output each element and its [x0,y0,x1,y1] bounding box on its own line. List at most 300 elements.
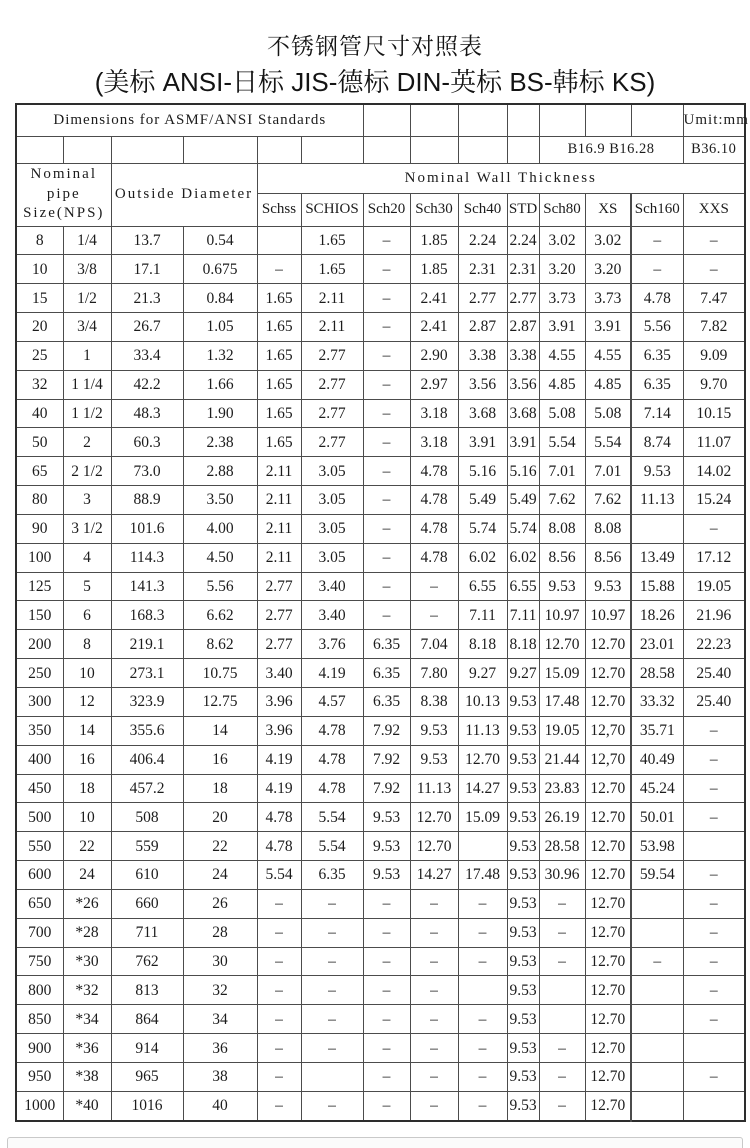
table-cell: 14 [63,716,111,745]
table-cell: 914 [111,1034,183,1063]
table-cell: 14.02 [683,457,745,486]
table-cell: – [301,976,363,1005]
table-cell: 22.23 [683,630,745,659]
table-cell: 8.74 [631,428,683,457]
table-cell: 32 [16,370,63,399]
table-cell: 1 1/2 [63,399,111,428]
table-cell: 40.49 [631,745,683,774]
table-cell: 48.3 [111,399,183,428]
table-cell: 6.55 [507,572,539,601]
table-cell: 21.44 [539,745,585,774]
table-cell: 12.75 [183,688,257,717]
table-cell: 400 [16,745,63,774]
table-cell: – [410,1091,458,1121]
table-cell: *34 [63,1005,111,1034]
table-cell: 28.58 [631,659,683,688]
table-row [16,428,745,457]
table-cell: 711 [111,918,183,947]
table-cell: 3.38 [507,341,539,370]
table-cell: 12.70 [585,688,631,717]
table-cell: 965 [111,1062,183,1091]
table-cell: 10.97 [585,601,631,630]
table-cell: 5.74 [458,514,507,543]
table-cell: 16 [183,745,257,774]
table-cell: 36 [183,1034,257,1063]
table-cell: 5.56 [631,313,683,342]
table-cell: 15.09 [539,659,585,688]
table-cell: – [410,1005,458,1034]
table-cell: 12.70 [585,803,631,832]
table-cell: 21.3 [111,284,183,313]
table-cell: 3/8 [63,255,111,284]
table-cell: – [363,1005,410,1034]
table-cell: – [257,255,301,284]
pipe-dimensions-table [15,103,749,1122]
table-cell: – [683,918,745,947]
table-cell: – [257,1091,301,1121]
table-cell: 3.50 [183,486,257,515]
table-cell: 7.82 [683,313,745,342]
table-cell: 2.77 [458,284,507,313]
table-cell: 40 [183,1091,257,1121]
table-cell: 3.05 [301,457,363,486]
empty-cell [507,104,539,136]
table-cell: 3.56 [458,370,507,399]
table-row [16,399,745,428]
table-cell: 4.78 [410,457,458,486]
table-cell: – [539,1062,585,1091]
table-cell: *28 [63,918,111,947]
table-cell: 10.97 [539,601,585,630]
table-cell [631,918,683,947]
table-cell: 4.78 [257,832,301,861]
table-cell: 9.53 [507,1034,539,1063]
table-cell: – [410,1062,458,1091]
table-cell: 18 [63,774,111,803]
table-cell: 7.11 [458,601,507,630]
header-group-row [16,163,745,193]
table-cell: – [363,226,410,255]
table-cell: 2.41 [410,313,458,342]
table-row [16,572,745,601]
table-cell: 3.56 [507,370,539,399]
table-cell: 53.98 [631,832,683,861]
table-cell: 10.15 [683,399,745,428]
table-cell: 22 [183,832,257,861]
table-cell: 5.49 [458,486,507,515]
table-cell: 2.77 [301,370,363,399]
table-cell: 3.91 [458,428,507,457]
table-cell: 23.01 [631,630,683,659]
nps-header-line: Nominal [30,166,97,183]
table-cell: 3.76 [301,630,363,659]
table-cell: 11.13 [410,774,458,803]
table-cell: 0.54 [183,226,257,255]
table-cell: 4.50 [183,543,257,572]
table-cell: *32 [63,976,111,1005]
table-cell: – [363,918,410,947]
table-cell: 7.80 [410,659,458,688]
table-cell: 114.3 [111,543,183,572]
table-cell: 813 [111,976,183,1005]
table-cell: 500 [16,803,63,832]
table-cell: 9.53 [539,572,585,601]
table-cell: – [683,861,745,890]
table-cell: 19.05 [683,572,745,601]
table-cell: 3.68 [507,399,539,428]
table-cell: 9.53 [507,688,539,717]
table-cell: 4.78 [301,745,363,774]
table-cell: 25 [16,341,63,370]
pipe-table-body [16,226,745,1121]
table-cell: 7.11 [507,601,539,630]
table-cell: 3.20 [585,255,631,284]
table-cell: 12,70 [585,745,631,774]
table-cell: 7.01 [585,457,631,486]
table-cell: 7.04 [410,630,458,659]
table-cell: 12.70 [410,803,458,832]
table-cell: 101.6 [111,514,183,543]
table-cell: 8 [63,630,111,659]
table-cell: 100 [16,543,63,572]
table-cell: – [683,226,745,255]
table-cell: 4.78 [257,803,301,832]
table-cell: 141.3 [111,572,183,601]
table-cell: 508 [111,803,183,832]
table-cell: – [257,1005,301,1034]
table-cell: 700 [16,918,63,947]
table-cell: 9.53 [507,1005,539,1034]
table-cell: 12.70 [585,889,631,918]
table-cell: 59.54 [631,861,683,890]
table-cell: – [539,947,585,976]
table-cell: – [631,226,683,255]
table-cell: 18 [183,774,257,803]
header-xxs: XXS [683,193,745,226]
table-cell: 2 [63,428,111,457]
table-cell: 4.55 [539,341,585,370]
table-cell: 3.05 [301,543,363,572]
table-cell: 273.1 [111,659,183,688]
table-cell: 15.24 [683,486,745,515]
bottom-panel-edge [7,1137,743,1148]
table-row [16,1091,745,1121]
empty-cell [410,136,458,163]
table-cell: – [257,1034,301,1063]
table-cell: – [458,1062,507,1091]
table-cell: 559 [111,832,183,861]
table-cell: – [539,918,585,947]
table-cell: 3.73 [539,284,585,313]
table-row [16,630,745,659]
table-cell: – [257,918,301,947]
table-cell: 3.02 [585,226,631,255]
table-cell: 1 [63,341,111,370]
empty-cell [539,104,585,136]
table-cell: 5.54 [301,803,363,832]
table-cell: 2.77 [507,284,539,313]
table-cell: 4.78 [410,543,458,572]
header-xs: XS [585,193,631,226]
table-row [16,803,745,832]
table-cell: 2.97 [410,370,458,399]
header-sch80: Sch80 [539,193,585,226]
table-cell: 6.55 [458,572,507,601]
table-cell: 5.54 [539,428,585,457]
table-cell: – [363,370,410,399]
table-cell: 12.70 [585,832,631,861]
table-row [16,370,745,399]
table-cell: 30.96 [539,861,585,890]
table-cell: – [363,457,410,486]
table-row [16,688,745,717]
table-cell: 4.78 [410,486,458,515]
table-cell: 4.78 [631,284,683,313]
table-cell: 4.55 [585,341,631,370]
table-cell: 1.65 [257,341,301,370]
table-cell: 2.77 [301,399,363,428]
table-cell: 9.27 [507,659,539,688]
table-cell: 12.70 [458,745,507,774]
empty-cell [363,136,410,163]
table-cell: – [363,255,410,284]
table-row [16,601,745,630]
table-cell: 2.31 [507,255,539,284]
table-cell: 1/2 [63,284,111,313]
table-cell: – [363,1062,410,1091]
table-cell: – [363,976,410,1005]
table-cell: – [683,1005,745,1034]
table-cell: 1.90 [183,399,257,428]
table-cell: 864 [111,1005,183,1034]
table-cell: 5.74 [507,514,539,543]
table-cell: 660 [111,889,183,918]
table-cell: 9.53 [507,716,539,745]
table-cell: 4.00 [183,514,257,543]
table-cell: 4.85 [539,370,585,399]
empty-cell [301,136,363,163]
table-cell: 6.35 [363,688,410,717]
table-cell: 9.53 [507,1091,539,1121]
standard-code-b36: B36.10 [683,136,745,163]
table-cell: 25.40 [683,688,745,717]
header-wall-thickness: Nominal Wall Thickness [257,163,745,193]
table-cell: 4.78 [410,514,458,543]
table-cell: 13.49 [631,543,683,572]
header-sch20: Sch20 [363,193,410,226]
table-cell: – [631,255,683,284]
table-row [16,226,745,255]
table-row [16,313,745,342]
table-cell: 88.9 [111,486,183,515]
table-cell: 2.77 [301,428,363,457]
table-cell: 32 [183,976,257,1005]
table-cell: 7.01 [539,457,585,486]
table-cell: 6.02 [507,543,539,572]
table-cell: 33.4 [111,341,183,370]
table-cell: 1000 [16,1091,63,1121]
table-cell: 60.3 [111,428,183,457]
table-cell: – [363,514,410,543]
table-cell: – [363,1091,410,1121]
table-cell: 9.53 [507,774,539,803]
table-cell: 30 [183,947,257,976]
table-cell: 2.31 [458,255,507,284]
table-cell: 12.70 [585,1034,631,1063]
table-cell: 22 [63,832,111,861]
table-cell: 8.38 [410,688,458,717]
table-cell: 3.73 [585,284,631,313]
table-cell: 2.77 [257,601,301,630]
table-cell: 12.70 [585,630,631,659]
table-cell: – [410,976,458,1005]
table-cell: 1.65 [301,226,363,255]
table-cell: – [363,399,410,428]
table-cell [458,832,507,861]
table-cell: 12.70 [585,918,631,947]
table-cell: 5.16 [507,457,539,486]
table-cell: 5.54 [301,832,363,861]
table-cell: 1/4 [63,226,111,255]
table-cell: 600 [16,861,63,890]
table-row [16,514,745,543]
table-row [16,745,745,774]
table-cell: – [363,543,410,572]
table-cell: 219.1 [111,630,183,659]
table-cell: 450 [16,774,63,803]
table-cell: – [539,889,585,918]
table-cell: 17.1 [111,255,183,284]
table-cell: 4.19 [257,745,301,774]
table-cell: – [458,918,507,947]
table-cell: 38 [183,1062,257,1091]
table-cell: – [363,572,410,601]
empty-cell [458,136,507,163]
table-cell: – [683,803,745,832]
table-cell: – [683,716,745,745]
table-cell: 9.53 [507,918,539,947]
table-cell: 9.53 [507,745,539,774]
header-outside-diameter: Outside Diameter [111,163,257,226]
table-cell: – [410,572,458,601]
table-cell: – [301,1034,363,1063]
empty-cell [183,136,257,163]
table-cell: 12.70 [585,976,631,1005]
table-cell: 9.53 [363,803,410,832]
table-cell [631,1005,683,1034]
table-cell: 350 [16,716,63,745]
table-cell: 3.02 [539,226,585,255]
table-cell: 8.56 [585,543,631,572]
table-cell: 1016 [111,1091,183,1121]
table-cell [683,1091,745,1121]
table-cell: 3/4 [63,313,111,342]
table-cell: 10 [63,659,111,688]
table-cell: 12.70 [585,774,631,803]
table-cell: 9.53 [585,572,631,601]
table-cell: 10 [63,803,111,832]
table-cell: 26.7 [111,313,183,342]
table-cell: – [458,889,507,918]
table-cell: 4.78 [301,774,363,803]
table-cell: – [363,1034,410,1063]
table-cell: 4.85 [585,370,631,399]
table-cell: 7.92 [363,745,410,774]
table-cell: 3.40 [257,659,301,688]
table-cell: 9.53 [363,832,410,861]
table-cell: 8.08 [539,514,585,543]
table-cell: *26 [63,889,111,918]
table-cell: 15.09 [458,803,507,832]
table-cell: 5.54 [257,861,301,890]
table-cell: 5 [63,572,111,601]
table-cell: 457.2 [111,774,183,803]
table-cell: 550 [16,832,63,861]
table-cell: 24 [63,861,111,890]
table-cell: 8.62 [183,630,257,659]
table-cell: 28.58 [539,832,585,861]
table-cell: 9.09 [683,341,745,370]
table-cell: – [683,1062,745,1091]
table-cell: 40 [16,399,63,428]
table-cell: 16 [63,745,111,774]
table-cell [631,889,683,918]
table-cell: 80 [16,486,63,515]
meta-row [16,104,745,136]
table-cell: 5.08 [539,399,585,428]
table-cell: 20 [183,803,257,832]
table-cell: – [539,1091,585,1121]
empty-cell [111,136,183,163]
table-cell: 10 [16,255,63,284]
table-cell: 0.675 [183,255,257,284]
table-cell: 9.53 [507,947,539,976]
table-cell: 8 [16,226,63,255]
table-cell: 9.53 [507,803,539,832]
table-cell: 3.05 [301,486,363,515]
table-cell: 33.32 [631,688,683,717]
table-cell: 950 [16,1062,63,1091]
header-sch160: Sch160 [631,193,683,226]
table-row [16,1034,745,1063]
table-cell: – [683,976,745,1005]
table-cell: 3.38 [458,341,507,370]
table-cell: – [539,1034,585,1063]
table-cell: 4.57 [301,688,363,717]
table-cell: 5.16 [458,457,507,486]
table-cell: 26 [183,889,257,918]
table-cell: 1.85 [410,226,458,255]
table-cell: 14 [183,716,257,745]
table-row [16,832,745,861]
table-row [16,976,745,1005]
table-cell: *38 [63,1062,111,1091]
table-cell: 12,70 [585,716,631,745]
table-cell: 1 1/4 [63,370,111,399]
table-cell: *36 [63,1034,111,1063]
header-std: STD [507,193,539,226]
table-cell: 8.56 [539,543,585,572]
table-cell: 2.88 [183,457,257,486]
table-cell: 12 [63,688,111,717]
table-cell: – [363,341,410,370]
table-cell: 11.07 [683,428,745,457]
table-cell [301,1062,363,1091]
table-cell: – [458,947,507,976]
table-cell: 12.70 [539,630,585,659]
table-cell [458,976,507,1005]
table-cell: 20 [16,313,63,342]
